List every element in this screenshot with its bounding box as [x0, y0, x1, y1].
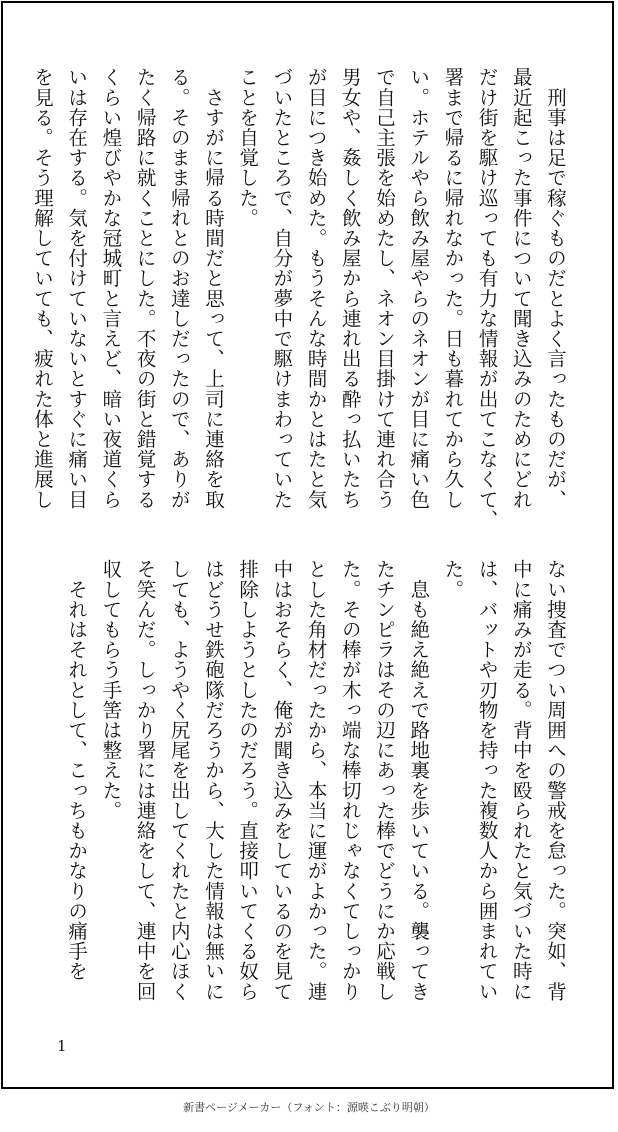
text-column: い。ホテルやら飲み屋やらのネオンが目に痛い色 [407, 67, 431, 510]
text-column: た。その棒が木っ端な棒切れじゃなくてしっかり [338, 559, 362, 1002]
text-block-lower [42, 559, 572, 1002]
text-column: 男女や、姦しく飲み屋から連れ出る酔っ払いたち [338, 67, 362, 510]
text-column: る。そのまま帰れとのお達しだったので、ありが [167, 67, 191, 510]
text-column: づいたところで、自分が夢中で駆けまわっていた [270, 67, 294, 510]
text-column: 中に痛みが走る。背中を殴られたと気づいた時に [509, 559, 533, 1002]
text-column: 収してもらう手筈は整えた。 [99, 559, 123, 821]
text-block-upper [30, 67, 572, 537]
footer-caption: 新書ページメーカー（フォント：源暎こぶり明朝） [183, 1101, 435, 1114]
text-column: しても、ようやく尻尾を出してくれたと内心ほく [167, 559, 191, 1002]
text-column: ない捜査でつい周囲への警戒を怠った。突如、背 [544, 559, 567, 1002]
text-column: そ笑んだ。しっかり署には連絡をして、連中を回 [133, 559, 157, 1002]
text-column: くらい煌びやかな冠城町と言えど、暗い夜道くら [99, 67, 123, 510]
text-column: 署まで帰るに帰れなかった。日も暮れてから久し [441, 67, 465, 510]
text-column: それはそれとして、こっちもかなりの痛手を [65, 559, 89, 982]
text-column: 刑事は足で稼ぐものだとよく言ったものだが、 [544, 67, 567, 510]
text-column: を見る。そう理解していても、疲れた体と進展し [30, 67, 54, 510]
text-column: 息も絶え絶えで路地裏を歩いている。襲ってき [407, 559, 431, 1002]
text-column: はどうせ鉄砲隊だろうから、大した情報は無いに [201, 559, 225, 1002]
text-column: たく帰路に就くことにした。不夜の街と錯覚する [133, 67, 157, 510]
text-column: 中はおそらく、俺が聞き込みをしているのを見て [270, 559, 294, 1002]
text-column: た。 [441, 559, 465, 600]
text-column: とした角材だったから、本当に運がよかった。連 [304, 559, 328, 1002]
page-frame [1, 1, 614, 1089]
text-column: だけ街を駆け巡っても有力な情報が出てこなくて、 [475, 67, 499, 530]
text-column: ことを自覚した。 [236, 67, 260, 228]
text-column: 最近起こった事件について聞き込みのためにどれ [509, 67, 533, 510]
text-column: で自己主張を始めたし、ネオン目掛けて連れ合う [372, 67, 396, 510]
text-column: が目につき始めた。もうそんな時間かとはたと気 [304, 67, 328, 510]
text-column: は、バットや刃物を持った複数人から囲まれてい [475, 559, 499, 1002]
text-column: いは存在する。気を付けていないとすぐに痛い目 [65, 67, 89, 510]
page-number: 1 [57, 1037, 67, 1055]
text-column: さすがに帰る時間だと思って、上司に連絡を取 [201, 67, 225, 510]
text-column: たチンピラはその辺にあった棒でどうにか応戦し [372, 559, 396, 1002]
text-column: 排除しようとしたのだろう。直接叩いてくる奴ら [236, 559, 260, 1002]
